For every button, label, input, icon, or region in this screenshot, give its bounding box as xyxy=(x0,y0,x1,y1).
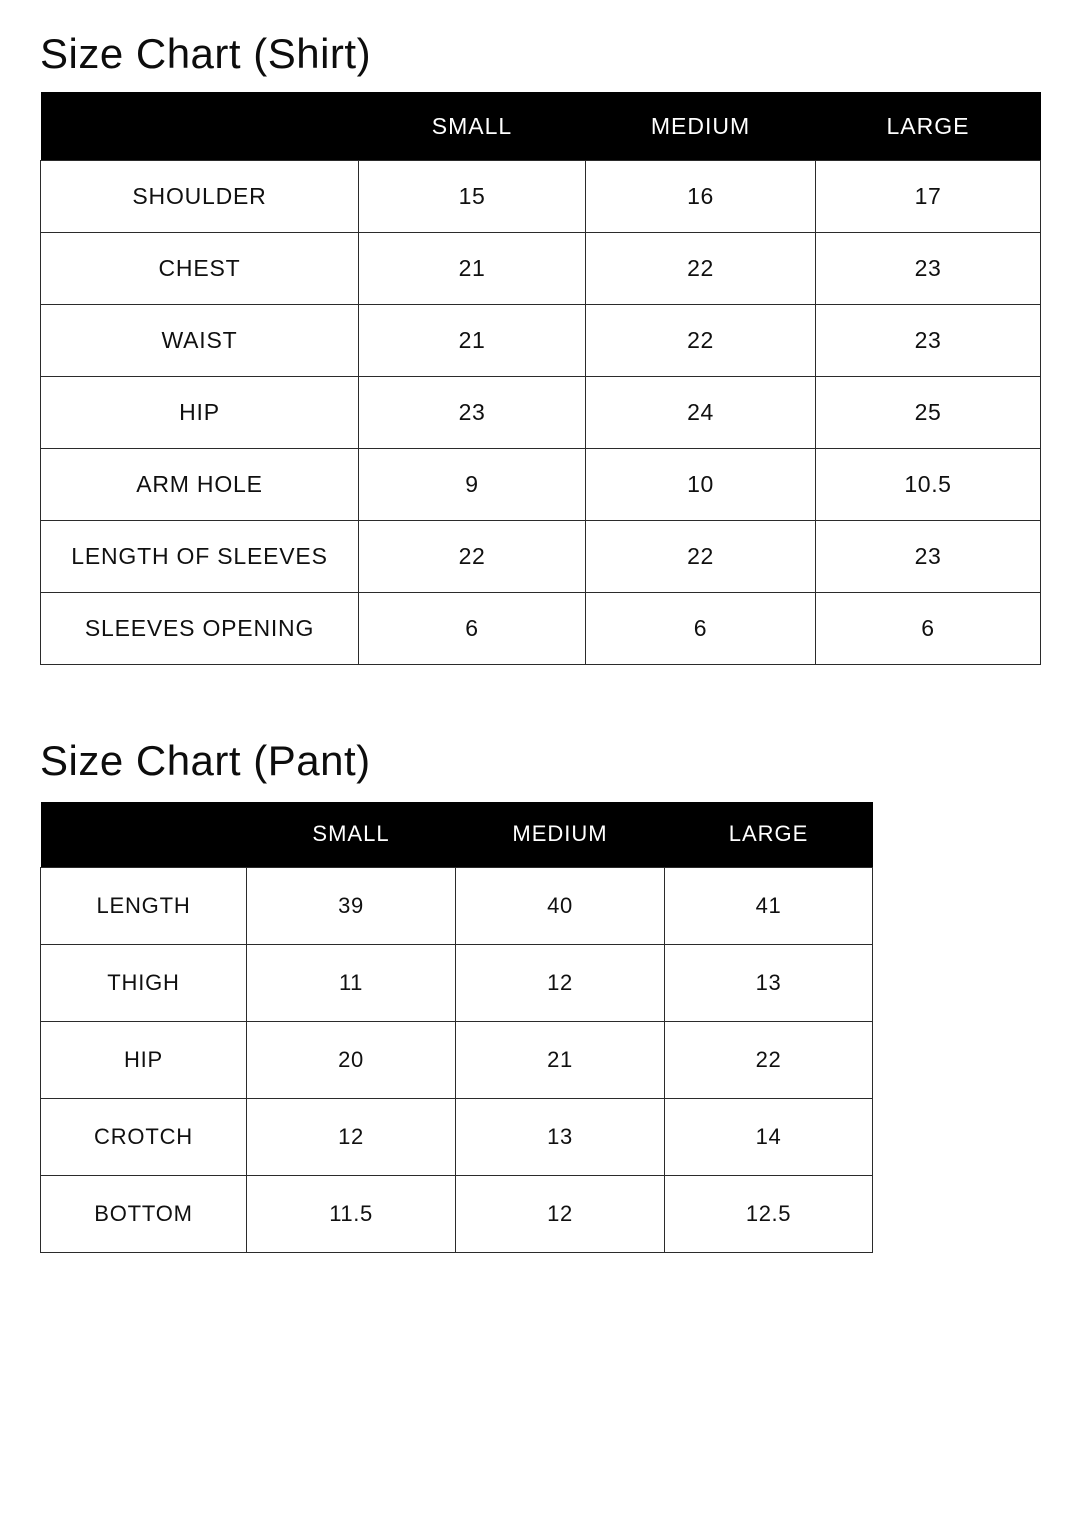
cell-small: 20 xyxy=(247,1021,456,1098)
cell-medium: 22 xyxy=(586,233,816,305)
table-row xyxy=(41,1098,873,1175)
cell-large: 23 xyxy=(816,521,1041,593)
cell-small: 15 xyxy=(359,161,586,233)
row-label: LENGTH OF SLEEVES xyxy=(41,521,359,593)
shirt-table-head xyxy=(41,92,1041,161)
table-row xyxy=(41,944,873,1021)
column-header-medium: MEDIUM xyxy=(586,92,816,161)
cell-small: 21 xyxy=(359,305,586,377)
row-label: SLEEVES OPENING xyxy=(41,593,359,665)
cell-large: 13 xyxy=(665,944,873,1021)
cell-medium: 24 xyxy=(586,377,816,449)
column-header-small: SMALL xyxy=(247,802,456,868)
cell-medium: 10 xyxy=(586,449,816,521)
cell-large: 10.5 xyxy=(816,449,1041,521)
column-header-measurement xyxy=(41,92,359,161)
table-row xyxy=(41,1175,873,1252)
shirt-chart-title: Size Chart (Shirt) xyxy=(40,30,372,77)
shirt-table-body xyxy=(41,161,1041,665)
row-label: WAIST xyxy=(41,305,359,377)
row-label: ARM HOLE xyxy=(41,449,359,521)
table-row xyxy=(41,1021,873,1098)
table-row xyxy=(41,233,1041,305)
cell-medium: 6 xyxy=(586,593,816,665)
cell-large: 25 xyxy=(816,377,1041,449)
table-row xyxy=(41,305,1041,377)
column-header-small: SMALL xyxy=(359,92,586,161)
table-header-row xyxy=(41,802,873,868)
cell-large: 14 xyxy=(665,1098,873,1175)
cell-medium: 22 xyxy=(586,521,816,593)
cell-large: 6 xyxy=(816,593,1041,665)
cell-medium: 12 xyxy=(456,944,665,1021)
cell-medium: 22 xyxy=(586,305,816,377)
cell-small: 11 xyxy=(247,944,456,1021)
table-row xyxy=(41,161,1041,233)
row-label: HIP xyxy=(41,377,359,449)
row-label: CROTCH xyxy=(41,1098,247,1175)
table-row xyxy=(41,449,1041,521)
cell-small: 22 xyxy=(359,521,586,593)
section-spacer xyxy=(40,665,1040,737)
cell-small: 12 xyxy=(247,1098,456,1175)
cell-medium: 21 xyxy=(456,1021,665,1098)
table-header-row xyxy=(41,92,1041,161)
column-header-medium: MEDIUM xyxy=(456,802,665,868)
row-label: BOTTOM xyxy=(41,1175,247,1252)
row-label: THIGH xyxy=(41,944,247,1021)
column-header-large: LARGE xyxy=(816,92,1041,161)
row-label: SHOULDER xyxy=(41,161,359,233)
pant-table-head xyxy=(41,802,873,868)
cell-medium: 12 xyxy=(456,1175,665,1252)
row-label: CHEST xyxy=(41,233,359,305)
shirt-size-chart-section xyxy=(40,30,1040,665)
cell-small: 11.5 xyxy=(247,1175,456,1252)
cell-large: 17 xyxy=(816,161,1041,233)
pant-table-body xyxy=(41,867,873,1252)
table-row xyxy=(41,521,1041,593)
cell-large: 22 xyxy=(665,1021,873,1098)
pant-size-table xyxy=(40,802,873,1253)
cell-medium: 16 xyxy=(586,161,816,233)
cell-small: 9 xyxy=(359,449,586,521)
table-row xyxy=(41,377,1041,449)
cell-medium: 13 xyxy=(456,1098,665,1175)
cell-large: 23 xyxy=(816,233,1041,305)
table-row xyxy=(41,593,1041,665)
cell-small: 6 xyxy=(359,593,586,665)
row-label: LENGTH xyxy=(41,867,247,944)
row-label: HIP xyxy=(41,1021,247,1098)
cell-small: 21 xyxy=(359,233,586,305)
column-header-measurement xyxy=(41,802,247,868)
cell-medium: 40 xyxy=(456,867,665,944)
cell-small: 39 xyxy=(247,867,456,944)
shirt-size-table xyxy=(40,92,1041,665)
pant-size-chart-section xyxy=(40,737,1040,1252)
cell-large: 12.5 xyxy=(665,1175,873,1252)
cell-large: 23 xyxy=(816,305,1041,377)
pant-chart-title: Size Chart (Pant) xyxy=(40,737,371,785)
table-row xyxy=(41,867,873,944)
cell-small: 23 xyxy=(359,377,586,449)
cell-large: 41 xyxy=(665,867,873,944)
column-header-large: LARGE xyxy=(665,802,873,868)
